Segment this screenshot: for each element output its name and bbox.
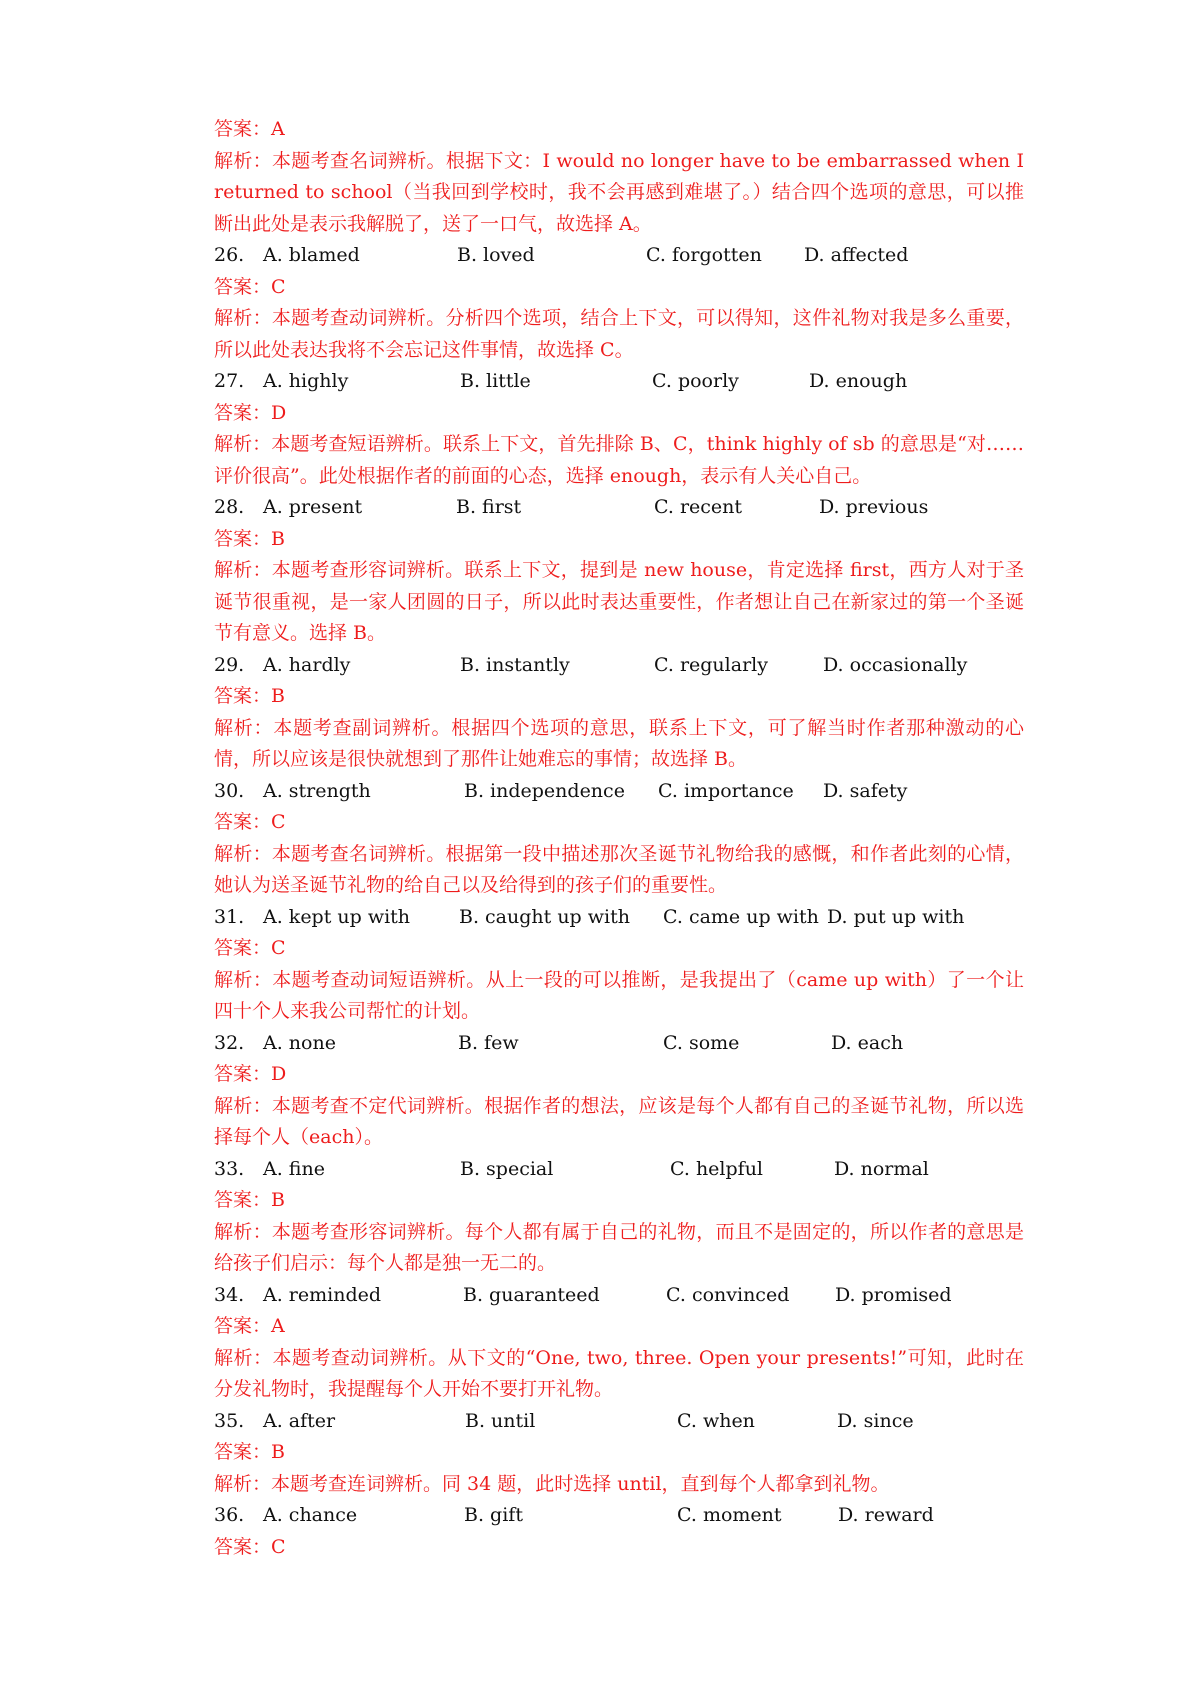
option-b: B. first — [456, 496, 522, 518]
answer-label: 答案： — [214, 937, 272, 959]
question-number: 35. — [214, 1409, 245, 1432]
answer-line — [214, 398, 1024, 430]
option-c: C. poorly — [652, 370, 739, 392]
option-d: D. reward — [838, 1504, 934, 1526]
answer-line — [214, 1059, 1024, 1091]
option-c: C. came up with — [663, 905, 819, 928]
question-number: 26. — [214, 244, 245, 266]
answer-value: D — [271, 401, 287, 424]
option-a: A. strength — [263, 779, 371, 802]
answer-line — [214, 1311, 1024, 1343]
answer-line — [214, 933, 1024, 965]
option-b: B. loved — [457, 244, 535, 266]
question-row — [214, 902, 1024, 934]
answer-label: 答案： — [214, 1063, 272, 1085]
option-c: C. regularly — [654, 653, 768, 676]
option-b: B. few — [458, 1031, 519, 1054]
option-c: C. when — [677, 1409, 755, 1432]
answer-line — [214, 1532, 1024, 1564]
explanation-text: 解析：本题考查名词辨析。根据下文：I would no longer have to be embarrassed when I returned to school（当我回到学校时，我不会再感到难堪了。）结合四个选项的意思，可以推断出此处是表示我解脱了，送了一口气，故选择 A。 — [214, 149, 1024, 235]
explanation-text: 解析：本题考查短语辨析。联系上下文，首先排除 B、C，think highly of sb 的意思是“对……评价很高”。此处根据作者的前面的心态，选择 enough，表示有人关心自己。 — [214, 433, 1024, 487]
option-a: A. hardly — [263, 653, 351, 676]
question-row — [214, 776, 1024, 808]
option-c: C. some — [663, 1031, 740, 1054]
explanation-text: 解析：本题考查形容词辨析。每个人都有属于自己的礼物，而且不是固定的，所以作者的意思是给孩子们启示：每个人都是独一无二的。 — [214, 1220, 1024, 1274]
option-c: C. convinced — [666, 1283, 790, 1306]
answer-label: 答案： — [214, 1441, 272, 1463]
answer-value: B — [271, 527, 285, 550]
answer-key-content — [214, 114, 1024, 1563]
option-d: D. previous — [819, 496, 929, 518]
question-number: 34. — [214, 1283, 245, 1306]
option-b: B. gift — [464, 1504, 523, 1526]
option-a: A. chance — [263, 1504, 358, 1526]
answer-line — [214, 807, 1024, 839]
question-row — [214, 1028, 1024, 1060]
option-b: B. guaranteed — [463, 1283, 600, 1306]
answer-value: C — [271, 1535, 286, 1558]
question-row — [214, 366, 1024, 398]
option-b: B. independence — [464, 779, 625, 802]
answer-value: A — [271, 1315, 285, 1337]
option-d: D. each — [831, 1031, 904, 1054]
option-d: D. put up with — [827, 905, 965, 928]
explanation-text: 解析：本题考查副词辨析。根据四个选项的意思，联系上下文，可了解当时作者那种激动的心情，所以应该是很快就想到了那件让她难忘的事情；故选择 B。 — [214, 716, 1024, 770]
answer-value: C — [271, 937, 286, 959]
option-b: B. little — [460, 370, 531, 392]
answer-line — [214, 524, 1024, 556]
question-row — [214, 1406, 1024, 1438]
option-d: D. normal — [834, 1157, 929, 1180]
question-row — [214, 1500, 1024, 1532]
explanation-text: 解析：本题考查动词辨析。分析四个选项，结合上下文，可以得知，这件礼物对我是多么重要，所以此处表达我将不会忘记这件事情，故选择 C。 — [214, 307, 1024, 361]
answer-line — [214, 272, 1024, 304]
option-d: D. since — [837, 1409, 914, 1432]
question-row — [214, 1154, 1024, 1186]
option-b: B. instantly — [460, 653, 570, 676]
option-d: D. promised — [835, 1283, 952, 1306]
question-number: 31. — [214, 905, 245, 928]
answer-label: 答案： — [214, 1535, 272, 1558]
answer-label: 答案： — [214, 811, 272, 833]
option-c: C. recent — [654, 496, 743, 518]
question-row — [214, 492, 1024, 524]
option-c: C. helpful — [670, 1157, 764, 1180]
question-number: 33. — [214, 1157, 245, 1180]
option-a: A. kept up with — [263, 905, 411, 928]
option-c: C. forgotten — [646, 244, 762, 266]
question-number: 30. — [214, 779, 245, 802]
explanation-text: 解析：本题考查名词辨析。根据第一段中描述那次圣诞节礼物给我的感慨，和作者此刻的心情，她认为送圣诞节礼物的给自己以及给得到的孩子们的重要性。 — [214, 842, 1024, 896]
question-number: 36. — [214, 1504, 245, 1526]
answer-value: D — [271, 1063, 287, 1085]
option-a: A. fine — [263, 1157, 325, 1180]
option-b: B. until — [465, 1409, 536, 1432]
answer-value: B — [271, 685, 285, 707]
answer-label: 答案： — [214, 527, 272, 550]
answer-label: 答案： — [214, 401, 272, 424]
question-number: 32. — [214, 1031, 245, 1054]
answer-line — [214, 1185, 1024, 1217]
question-number: 29. — [214, 653, 245, 676]
option-d: D. enough — [809, 370, 908, 392]
question-row — [214, 1280, 1024, 1312]
answer-value: B — [271, 1189, 285, 1211]
question-number: 27. — [214, 370, 245, 392]
option-a: A. none — [263, 1031, 336, 1054]
explanation-text: 解析：本题考查连词辨析。同 34 题，此时选择 until，直到每个人都拿到礼物。 — [214, 1472, 890, 1495]
answer-value: A — [271, 118, 285, 140]
answer-value: B — [271, 1441, 285, 1463]
explanation-text: 解析：本题考查动词短语辨析。从上一段的可以推断，是我提出了（came up with）了一个让四十个人来我公司帮忙的计划。 — [214, 968, 1024, 1022]
option-b: B. special — [460, 1157, 554, 1180]
option-a: A. present — [263, 496, 363, 518]
option-a: A. blamed — [263, 244, 360, 266]
option-a: A. after — [263, 1409, 336, 1432]
option-a: A. reminded — [263, 1283, 382, 1306]
option-a: A. highly — [263, 370, 349, 392]
answer-label: 答案： — [214, 118, 272, 140]
answer-value: C — [271, 811, 286, 833]
question-number: 28. — [214, 496, 245, 518]
answer-line — [214, 1437, 1024, 1469]
question-row — [214, 650, 1024, 682]
option-c: C. moment — [677, 1504, 782, 1526]
answer-label: 答案： — [214, 275, 272, 298]
answer-line — [214, 681, 1024, 713]
explanation-text: 解析：本题考查动词辨析。从下文的“One, two, three. Open your presents!”可知，此时在分发礼物时，我提醒每个人开始不要打开礼物。 — [214, 1346, 1024, 1400]
answer-value: C — [271, 275, 286, 298]
explanation-text: 解析：本题考查不定代词辨析。根据作者的想法，应该是每个人都有自己的圣诞节礼物，所以选择每个人（each）。 — [214, 1094, 1024, 1148]
option-c: C. importance — [658, 779, 794, 802]
option-d: D. safety — [823, 779, 908, 802]
explanation-text: 解析：本题考查形容词辨析。联系上下文，提到是 new house，肯定选择 first，西方人对于圣诞节很重视，是一家人团圆的日子，所以此时表达重要性，作者想让自己在新家过的第一个圣诞节有意义。选择 B。 — [214, 559, 1024, 644]
option-d: D. occasionally — [823, 653, 968, 676]
question-row — [214, 240, 1024, 272]
option-b: B. caught up with — [459, 905, 630, 928]
answer-line — [214, 114, 1024, 146]
answer-label: 答案： — [214, 1315, 272, 1337]
answer-label: 答案： — [214, 685, 272, 707]
answer-label: 答案： — [214, 1189, 272, 1211]
option-d: D. affected — [804, 244, 909, 266]
